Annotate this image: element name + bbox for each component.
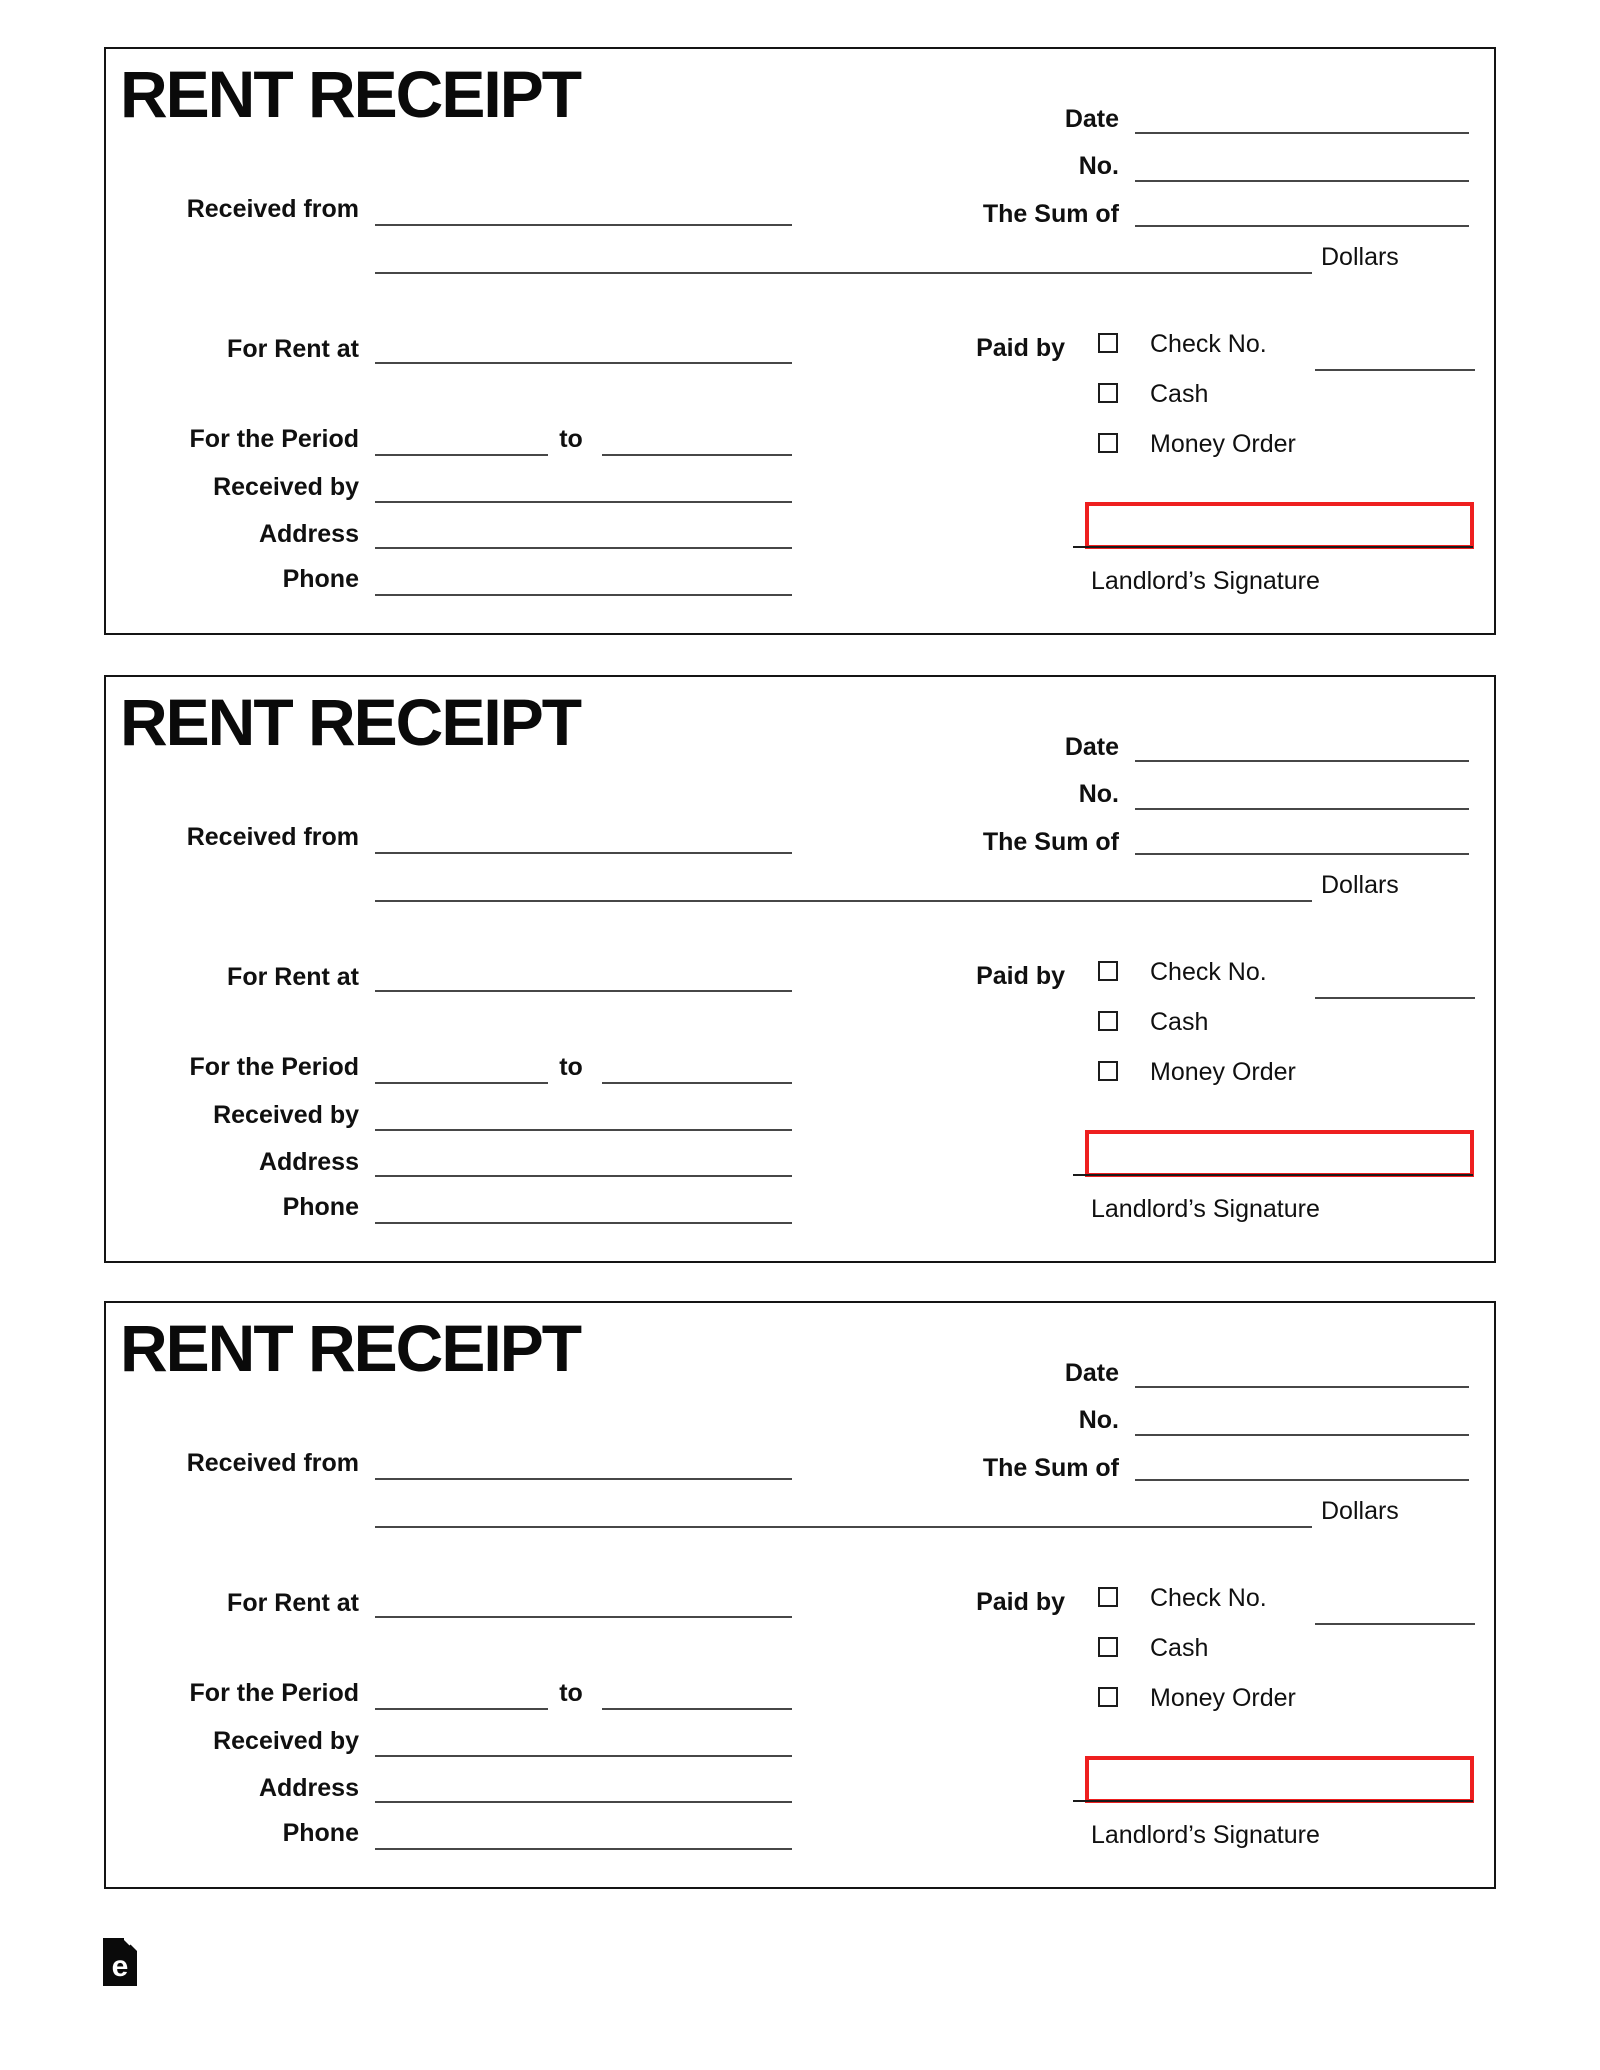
received-from-label: Received from [186, 195, 359, 223]
to-label: to [559, 1679, 583, 1707]
received-by-field-line[interactable] [375, 501, 792, 503]
money-order-checkbox[interactable] [1098, 1061, 1118, 1081]
check-no-label: Check No. [1150, 1584, 1267, 1612]
eforms-logo-letter: e [111, 1950, 129, 1983]
rent-receipt-block-2 [104, 675, 1496, 1263]
address-field-line[interactable] [375, 1801, 792, 1803]
phone-label: Phone [282, 1819, 359, 1847]
date-label: Date [1064, 105, 1119, 133]
dollars-written-field-line[interactable] [375, 900, 1312, 902]
no-field-line[interactable] [1135, 180, 1469, 182]
address-field-line[interactable] [375, 1175, 792, 1177]
received-by-label: Received by [213, 473, 359, 501]
phone-field-line[interactable] [375, 1222, 792, 1224]
check-no-field-line[interactable] [1315, 997, 1475, 999]
landlords-signature-label: Landlord’s Signature [1091, 567, 1320, 595]
for-the-period-label: For the Period [189, 425, 359, 453]
for-the-period-label: For the Period [189, 1679, 359, 1707]
signature-line [1073, 1800, 1473, 1802]
cash-checkbox[interactable] [1098, 1637, 1118, 1657]
for-rent-at-field-line[interactable] [375, 990, 792, 992]
check-no-checkbox[interactable] [1098, 961, 1118, 981]
signature-line [1073, 1174, 1473, 1176]
date-field-line[interactable] [1135, 1386, 1469, 1388]
date-label: Date [1064, 733, 1119, 761]
dollars-label: Dollars [1321, 243, 1399, 271]
received-by-field-line[interactable] [375, 1129, 792, 1131]
check-no-label: Check No. [1150, 958, 1267, 986]
phone-field-line[interactable] [375, 594, 792, 596]
paid-by-label: Paid by [976, 1588, 1065, 1616]
period-to-field-line[interactable] [602, 1708, 792, 1710]
for-rent-at-label: For Rent at [227, 963, 359, 991]
sum-field-line[interactable] [1135, 1479, 1469, 1481]
for-the-period-label: For the Period [189, 1053, 359, 1081]
page-title: RENT RECEIPT [120, 685, 581, 759]
received-from-field-line[interactable] [375, 852, 792, 854]
no-label: No. [1078, 152, 1119, 180]
landlords-signature-label: Landlord’s Signature [1091, 1821, 1320, 1849]
signature-field-box[interactable] [1085, 1756, 1474, 1803]
received-from-label: Received from [186, 823, 359, 851]
check-no-field-line[interactable] [1315, 369, 1475, 371]
period-to-field-line[interactable] [602, 454, 792, 456]
no-label: No. [1078, 1406, 1119, 1434]
address-label: Address [258, 1774, 359, 1802]
signature-field-box[interactable] [1085, 1130, 1474, 1177]
dollars-written-field-line[interactable] [375, 272, 1312, 274]
for-rent-at-field-line[interactable] [375, 1616, 792, 1618]
to-label: to [559, 425, 583, 453]
the-sum-of-label: The Sum of [982, 200, 1119, 228]
money-order-label: Money Order [1150, 430, 1296, 458]
cash-checkbox[interactable] [1098, 383, 1118, 403]
phone-field-line[interactable] [375, 1848, 792, 1850]
sum-field-line[interactable] [1135, 853, 1469, 855]
check-no-checkbox[interactable] [1098, 1587, 1118, 1607]
cash-label: Cash [1150, 1634, 1209, 1662]
page-title: RENT RECEIPT [120, 57, 581, 131]
no-field-line[interactable] [1135, 808, 1469, 810]
to-label: to [559, 1053, 583, 1081]
paid-by-label: Paid by [976, 334, 1065, 362]
for-rent-at-field-line[interactable] [375, 362, 792, 364]
money-order-label: Money Order [1150, 1684, 1296, 1712]
rent-receipt-block-3 [104, 1301, 1496, 1889]
sum-field-line[interactable] [1135, 225, 1469, 227]
received-from-field-line[interactable] [375, 224, 792, 226]
paid-by-label: Paid by [976, 962, 1065, 990]
signature-line [1073, 546, 1473, 548]
money-order-label: Money Order [1150, 1058, 1296, 1086]
phone-label: Phone [282, 1193, 359, 1221]
the-sum-of-label: The Sum of [982, 1454, 1119, 1482]
check-no-field-line[interactable] [1315, 1623, 1475, 1625]
dollars-label: Dollars [1321, 871, 1399, 899]
received-by-label: Received by [213, 1727, 359, 1755]
date-label: Date [1064, 1359, 1119, 1387]
date-field-line[interactable] [1135, 760, 1469, 762]
address-label: Address [258, 520, 359, 548]
period-to-field-line[interactable] [602, 1082, 792, 1084]
cash-label: Cash [1150, 380, 1209, 408]
for-rent-at-label: For Rent at [227, 1589, 359, 1617]
money-order-checkbox[interactable] [1098, 1687, 1118, 1707]
page-title: RENT RECEIPT [120, 1311, 581, 1385]
date-field-line[interactable] [1135, 132, 1469, 134]
period-from-field-line[interactable] [375, 1708, 548, 1710]
cash-checkbox[interactable] [1098, 1011, 1118, 1031]
cash-label: Cash [1150, 1008, 1209, 1036]
money-order-checkbox[interactable] [1098, 433, 1118, 453]
address-field-line[interactable] [375, 547, 792, 549]
no-field-line[interactable] [1135, 1434, 1469, 1436]
no-label: No. [1078, 780, 1119, 808]
received-by-label: Received by [213, 1101, 359, 1129]
dollars-written-field-line[interactable] [375, 1526, 1312, 1528]
for-rent-at-label: For Rent at [227, 335, 359, 363]
period-from-field-line[interactable] [375, 1082, 548, 1084]
received-from-label: Received from [186, 1449, 359, 1477]
rent-receipt-block-1 [104, 47, 1496, 635]
received-by-field-line[interactable] [375, 1755, 792, 1757]
eforms-logo-icon [103, 1938, 137, 1986]
check-no-checkbox[interactable] [1098, 333, 1118, 353]
signature-field-box[interactable] [1085, 502, 1474, 549]
the-sum-of-label: The Sum of [982, 828, 1119, 856]
check-no-label: Check No. [1150, 330, 1267, 358]
dollars-label: Dollars [1321, 1497, 1399, 1525]
received-from-field-line[interactable] [375, 1478, 792, 1480]
phone-label: Phone [282, 565, 359, 593]
period-from-field-line[interactable] [375, 454, 548, 456]
landlords-signature-label: Landlord’s Signature [1091, 1195, 1320, 1223]
address-label: Address [258, 1148, 359, 1176]
